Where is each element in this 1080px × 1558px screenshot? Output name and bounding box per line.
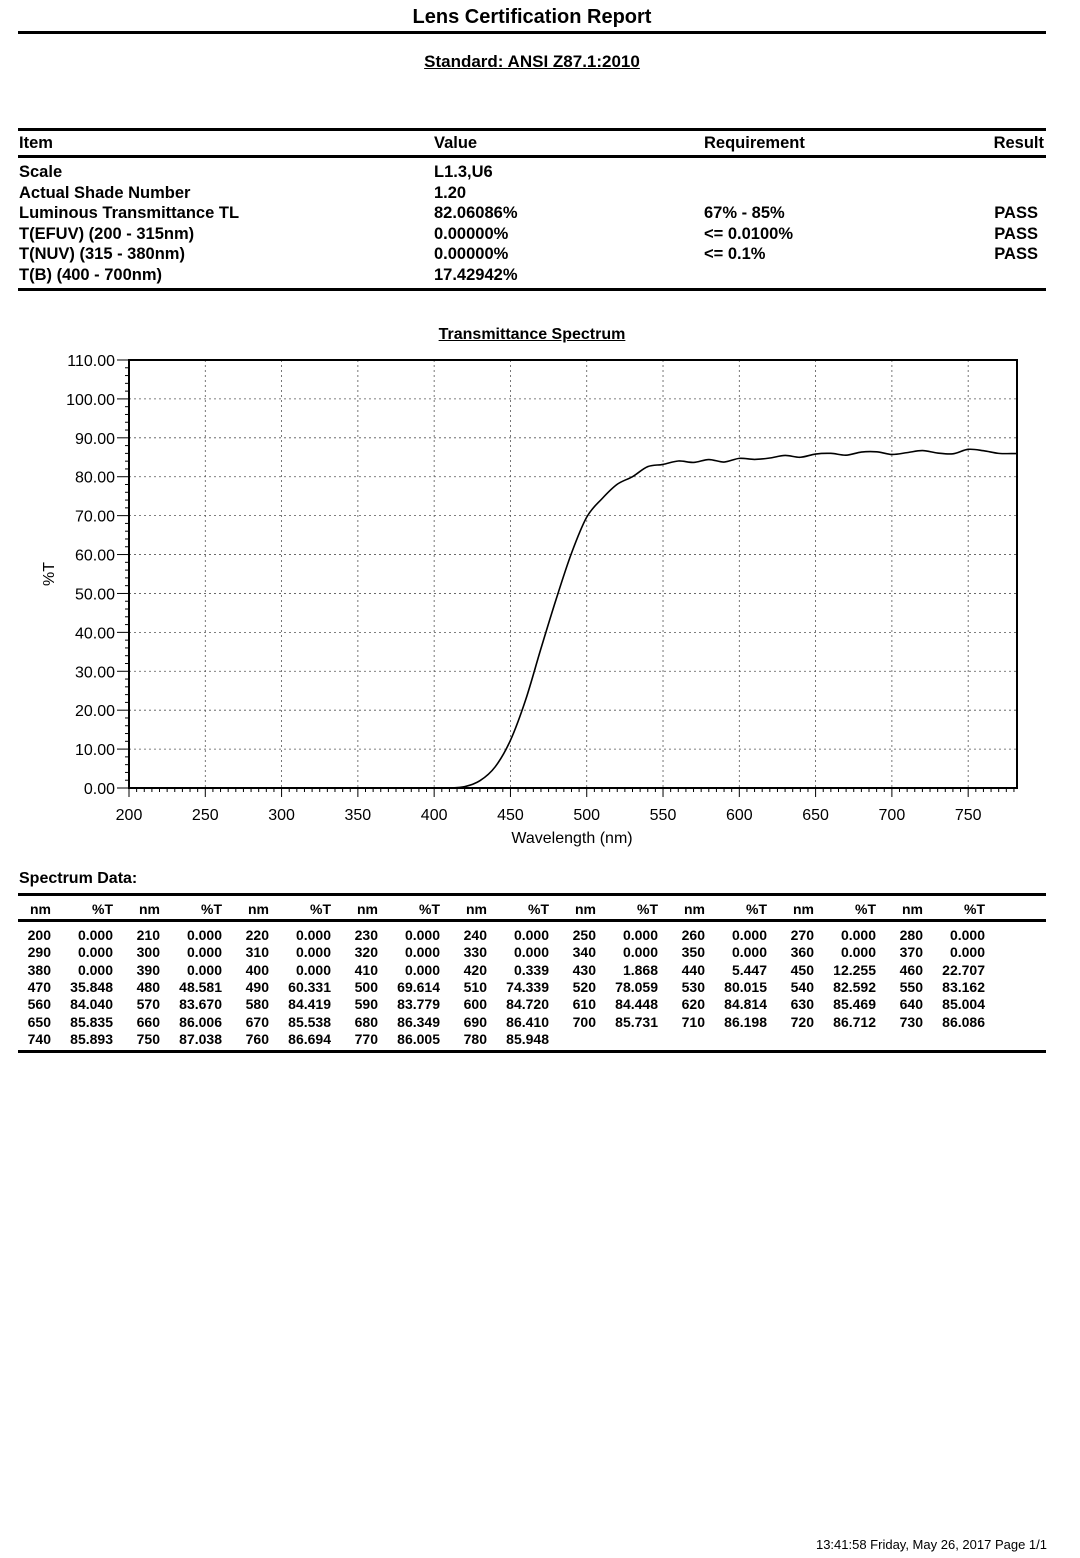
y-tick-label: 60.00 — [74, 547, 115, 565]
spectrum-col-nm: nm — [684, 901, 705, 917]
spectrum-t-cell: 83.779 — [397, 996, 440, 1013]
spectrum-nm-cell: 690 — [463, 1013, 487, 1030]
y-tick-label: 80.00 — [74, 469, 115, 487]
spectrum-col-nm: nm — [30, 901, 51, 917]
spectrum-nm-cell: 610 — [572, 996, 596, 1013]
spectrum-t-cell: 1.868 — [622, 961, 658, 978]
spectrum-nm-cell: 530 — [681, 978, 705, 995]
y-tick-label: 90.00 — [74, 430, 115, 448]
spectrum-row — [18, 927, 1046, 944]
spectrum-nm-cell: 510 — [463, 978, 487, 995]
x-tick-label: 500 — [573, 807, 601, 824]
spectrum-nm-cell: 200 — [27, 927, 51, 943]
spectrum-bottom-rule — [18, 1050, 1046, 1053]
spectrum-col-t: %T — [201, 901, 222, 917]
spectrum-nm-cell: 540 — [790, 978, 814, 995]
summary-value: 0.00000% — [434, 224, 509, 243]
report-title: Lens Certification Report — [412, 6, 652, 28]
summary-value: 82.06086% — [434, 204, 518, 222]
y-tick-label: 0.00 — [83, 781, 115, 798]
y-tick-label: 70.00 — [74, 508, 115, 526]
spectrum-t-cell: 0.000 — [622, 944, 658, 961]
spectrum-nm-cell: 760 — [245, 1030, 269, 1047]
header-value: Value — [434, 134, 478, 152]
spectrum-t-cell: 85.469 — [833, 996, 876, 1013]
spectrum-t-cell: 86.349 — [397, 1013, 440, 1030]
spectrum-t-cell: 0.000 — [77, 927, 113, 943]
spectrum-t-cell: 0.000 — [295, 944, 331, 961]
spectrum-t-cell: 0.000 — [840, 944, 876, 961]
title-rule — [18, 31, 1046, 34]
spectrum-nm-cell: 310 — [245, 944, 269, 961]
spectrum-title: Spectrum Data: — [19, 870, 138, 887]
y-tick-label: 110.00 — [67, 353, 115, 370]
spectrum-t-cell: 0.000 — [404, 944, 440, 961]
summary-bottom-rule — [18, 288, 1046, 291]
summary-value: 17.42942% — [434, 265, 518, 284]
spectrum-t-cell: 85.835 — [70, 1013, 113, 1030]
standard-label: Standard: ANSI Z87.1:2010 — [424, 52, 640, 71]
spectrum-row — [18, 979, 1046, 996]
summary-result: PASS — [994, 224, 1038, 243]
spectrum-t-cell: 0.000 — [840, 927, 876, 943]
x-tick-label: 550 — [649, 807, 677, 824]
spectrum-nm-cell: 350 — [681, 944, 705, 961]
spectrum-nm-cell: 400 — [245, 961, 269, 978]
y-tick-label: 20.00 — [74, 703, 115, 721]
spectrum-t-cell: 86.086 — [942, 1013, 985, 1030]
y-axis-title: %T — [41, 562, 58, 586]
spectrum-t-cell: 82.592 — [833, 978, 876, 995]
spectrum-nm-cell: 290 — [27, 944, 51, 961]
spectrum-nm-cell: 570 — [136, 996, 160, 1013]
spectrum-t-cell: 85.731 — [615, 1013, 658, 1030]
spectrum-nm-cell: 220 — [245, 927, 269, 943]
spectrum-nm-cell: 770 — [354, 1030, 378, 1047]
spectrum-nm-cell: 390 — [136, 961, 160, 978]
spectrum-nm-cell: 250 — [572, 927, 596, 943]
spectrum-col-t: %T — [637, 901, 658, 917]
summary-header-rule — [18, 155, 1046, 158]
summary-value: 0.00000% — [434, 245, 509, 263]
spectrum-t-cell: 0.000 — [731, 927, 767, 943]
spectrum-nm-cell: 780 — [463, 1030, 487, 1047]
spectrum-nm-cell: 490 — [245, 978, 269, 995]
plot-frame — [129, 360, 1017, 788]
spectrum-col-t: %T — [310, 901, 331, 917]
spectrum-t-cell: 84.040 — [70, 996, 113, 1013]
spectrum-nm-cell: 500 — [354, 978, 378, 995]
x-tick-label: 200 — [115, 807, 143, 824]
spectrum-col-t: %T — [528, 901, 549, 917]
spectrum-t-cell: 86.712 — [833, 1013, 876, 1030]
spectrum-nm-cell: 430 — [572, 961, 596, 978]
summary-result: PASS — [994, 245, 1038, 263]
spectrum-nm-cell: 550 — [899, 978, 923, 995]
x-tick-label: 650 — [802, 807, 829, 824]
summary-requirement: 67% - 85% — [704, 204, 785, 222]
spectrum-nm-cell: 320 — [354, 944, 378, 961]
spectrum-row — [18, 996, 1046, 1013]
summary-item: T(B) (400 - 700nm) — [19, 265, 163, 284]
x-tick-label: 750 — [954, 807, 982, 824]
spectrum-t-cell: 86.410 — [506, 1013, 549, 1030]
transmittance-chart — [0, 340, 1080, 860]
spectrum-t-cell: 0.000 — [186, 944, 222, 961]
spectrum-col-nm: nm — [575, 901, 596, 917]
x-tick-label: 700 — [878, 807, 906, 824]
x-tick-label: 300 — [268, 807, 295, 824]
spectrum-t-cell: 86.005 — [397, 1030, 440, 1047]
header-result: Result — [993, 134, 1044, 152]
spectrum-nm-cell: 210 — [136, 927, 160, 943]
spectrum-t-cell: 0.000 — [513, 927, 549, 943]
spectrum-nm-cell: 520 — [572, 978, 596, 995]
spectrum-nm-cell: 380 — [27, 961, 51, 978]
spectrum-col-nm: nm — [248, 901, 269, 917]
summary-value: L1.3,U6 — [434, 163, 493, 181]
grid — [129, 360, 1017, 788]
summary-item: Actual Shade Number — [19, 183, 191, 202]
spectrum-nm-cell: 750 — [136, 1030, 160, 1047]
spectrum-t-cell: 48.581 — [179, 978, 222, 995]
spectrum-t-cell: 86.694 — [288, 1030, 331, 1047]
spectrum-nm-cell: 410 — [354, 961, 378, 978]
y-tick-label: 10.00 — [74, 742, 115, 760]
y-tick-label: 30.00 — [74, 664, 115, 682]
spectrum-col-t: %T — [746, 901, 767, 917]
spectrum-t-cell: 0.000 — [404, 961, 440, 978]
summary-item: T(NUV) (315 - 380nm) — [19, 245, 185, 263]
spectrum-t-cell: 84.814 — [724, 996, 767, 1013]
chart-title: Transmittance Spectrum — [438, 326, 626, 343]
spectrum-nm-cell: 720 — [790, 1013, 814, 1030]
spectrum-t-cell: 0.339 — [513, 961, 549, 978]
spectrum-t-cell: 0.000 — [513, 944, 549, 961]
spectrum-nm-cell: 630 — [790, 996, 814, 1013]
spectrum-nm-cell: 640 — [899, 996, 923, 1013]
spectrum-t-cell: 86.006 — [179, 1013, 222, 1030]
x-tick-label: 600 — [725, 807, 753, 824]
spectrum-nm-cell: 700 — [572, 1013, 596, 1030]
summary-requirement: <= 0.1% — [704, 245, 766, 263]
spectrum-nm-cell: 560 — [27, 996, 51, 1013]
spectrum-t-cell: 60.331 — [288, 978, 331, 995]
spectrum-t-cell: 0.000 — [949, 944, 985, 961]
spectrum-row — [18, 944, 1046, 961]
spectrum-t-cell: 84.720 — [506, 996, 549, 1013]
spectrum-t-cell: 80.015 — [724, 978, 767, 995]
spectrum-nm-cell: 240 — [463, 927, 487, 943]
spectrum-nm-cell: 590 — [354, 996, 378, 1013]
summary-top-rule — [18, 128, 1046, 131]
summary-header-row — [18, 134, 1046, 154]
spectrum-nm-cell: 270 — [790, 927, 814, 943]
spectrum-t-cell: 0.000 — [186, 961, 222, 978]
spectrum-t-cell: 86.198 — [724, 1013, 767, 1030]
spectrum-nm-cell: 420 — [463, 961, 487, 978]
summary-result: PASS — [994, 204, 1038, 222]
spectrum-col-nm: nm — [793, 901, 814, 917]
spectrum-header-row — [18, 901, 1046, 918]
spectrum-nm-cell: 330 — [463, 944, 487, 961]
summary-row — [18, 225, 1046, 245]
spectrum-top-rule — [18, 893, 1046, 896]
spectrum-t-cell: 22.707 — [942, 961, 985, 978]
spectrum-nm-cell: 260 — [681, 927, 705, 943]
spectrum-t-cell: 85.893 — [70, 1030, 113, 1047]
spectrum-t-cell: 0.000 — [186, 927, 222, 943]
y-tick-label: 100.00 — [66, 391, 115, 409]
x-tick-label: 250 — [191, 807, 219, 824]
spectrum-nm-cell: 450 — [790, 961, 814, 978]
spectrum-t-cell: 84.419 — [288, 996, 331, 1013]
spectrum-t-cell: 0.000 — [77, 944, 113, 961]
spectrum-nm-cell: 480 — [136, 978, 160, 995]
spectrum-t-cell: 85.538 — [288, 1013, 331, 1030]
footer-timestamp: 13:41:58 Friday, May 26, 2017 Page 1/1 — [815, 1537, 1047, 1552]
spectrum-nm-cell: 340 — [572, 944, 596, 961]
spectrum-t-cell: 85.004 — [942, 996, 985, 1013]
spectrum-t-cell: 0.000 — [731, 944, 767, 961]
spectrum-col-t: %T — [964, 901, 985, 917]
spectrum-t-cell: 35.848 — [70, 978, 113, 995]
spectrum-nm-cell: 440 — [681, 961, 705, 978]
spectrum-t-cell: 85.948 — [506, 1030, 549, 1047]
summary-item: Scale — [19, 163, 63, 181]
spectrum-t-cell: 0.000 — [295, 961, 331, 978]
x-tick-label: 350 — [344, 807, 372, 824]
spectrum-t-cell: 78.059 — [615, 978, 658, 995]
summary-row — [18, 245, 1046, 265]
summary-row — [18, 266, 1046, 286]
x-axis-title: Wavelength (nm) — [511, 830, 633, 847]
summary-row — [18, 204, 1046, 224]
spectrum-nm-cell: 730 — [899, 1013, 923, 1030]
spectrum-row — [18, 1031, 1046, 1048]
spectrum-nm-cell: 230 — [354, 927, 378, 943]
spectrum-row — [18, 962, 1046, 979]
spectrum-nm-cell: 600 — [463, 996, 487, 1013]
spectrum-t-cell: 74.339 — [506, 978, 549, 995]
summary-requirement: <= 0.0100% — [704, 224, 793, 243]
spectrum-nm-cell: 680 — [354, 1013, 378, 1030]
x-tick-label: 400 — [420, 807, 448, 824]
summary-item: Luminous Transmittance TL — [19, 204, 240, 222]
spectrum-col-nm: nm — [902, 901, 923, 917]
summary-item: T(EFUV) (200 - 315nm) — [19, 224, 195, 243]
spectrum-nm-cell: 620 — [681, 996, 705, 1013]
spectrum-t-cell: 87.038 — [179, 1030, 222, 1047]
spectrum-t-cell: 0.000 — [404, 927, 440, 943]
spectrum-nm-cell: 470 — [27, 978, 51, 995]
spectrum-t-cell: 12.255 — [833, 961, 876, 978]
spectrum-col-nm: nm — [357, 901, 378, 917]
spectrum-t-cell: 83.162 — [942, 978, 985, 995]
spectrum-nm-cell: 650 — [27, 1013, 51, 1030]
spectrum-t-cell: 0.000 — [622, 927, 658, 943]
spectrum-nm-cell: 580 — [245, 996, 269, 1013]
spectrum-nm-cell: 670 — [245, 1013, 269, 1030]
spectrum-col-nm: nm — [466, 901, 487, 917]
spectrum-nm-cell: 360 — [790, 944, 814, 961]
spectrum-t-cell: 0.000 — [949, 927, 985, 943]
series-layer — [129, 449, 1017, 788]
spectrum-col-nm: nm — [139, 901, 160, 917]
spectrum-t-cell: 5.447 — [731, 961, 767, 978]
spectrum-nm-cell: 740 — [27, 1030, 51, 1047]
transmittance-line — [129, 449, 1017, 788]
spectrum-col-t: %T — [419, 901, 440, 917]
y-tick-label: 40.00 — [74, 625, 115, 643]
spectrum-t-cell: 83.670 — [179, 996, 222, 1013]
spectrum-nm-cell: 460 — [899, 961, 923, 978]
header-item: Item — [19, 134, 53, 152]
spectrum-t-cell: 0.000 — [77, 961, 113, 978]
spectrum-nm-cell: 660 — [136, 1013, 160, 1030]
summary-row — [18, 184, 1046, 204]
summary-value: 1.20 — [434, 183, 467, 202]
spectrum-nm-cell: 710 — [681, 1013, 705, 1030]
x-tick-label: 450 — [497, 807, 524, 824]
summary-row — [18, 163, 1046, 183]
spectrum-nm-cell: 370 — [899, 944, 923, 961]
spectrum-t-cell: 69.614 — [397, 978, 440, 995]
y-tick-label: 50.00 — [74, 586, 115, 604]
header-requirement: Requirement — [704, 134, 805, 152]
spectrum-row — [18, 1014, 1046, 1031]
spectrum-t-cell: 0.000 — [295, 927, 331, 943]
spectrum-col-t: %T — [855, 901, 876, 917]
spectrum-nm-cell: 300 — [136, 944, 160, 961]
spectrum-header-rule — [18, 919, 1046, 922]
spectrum-t-cell: 84.448 — [615, 996, 658, 1013]
axes — [66, 353, 1017, 824]
spectrum-col-t: %T — [92, 901, 113, 917]
spectrum-nm-cell: 280 — [899, 927, 923, 943]
